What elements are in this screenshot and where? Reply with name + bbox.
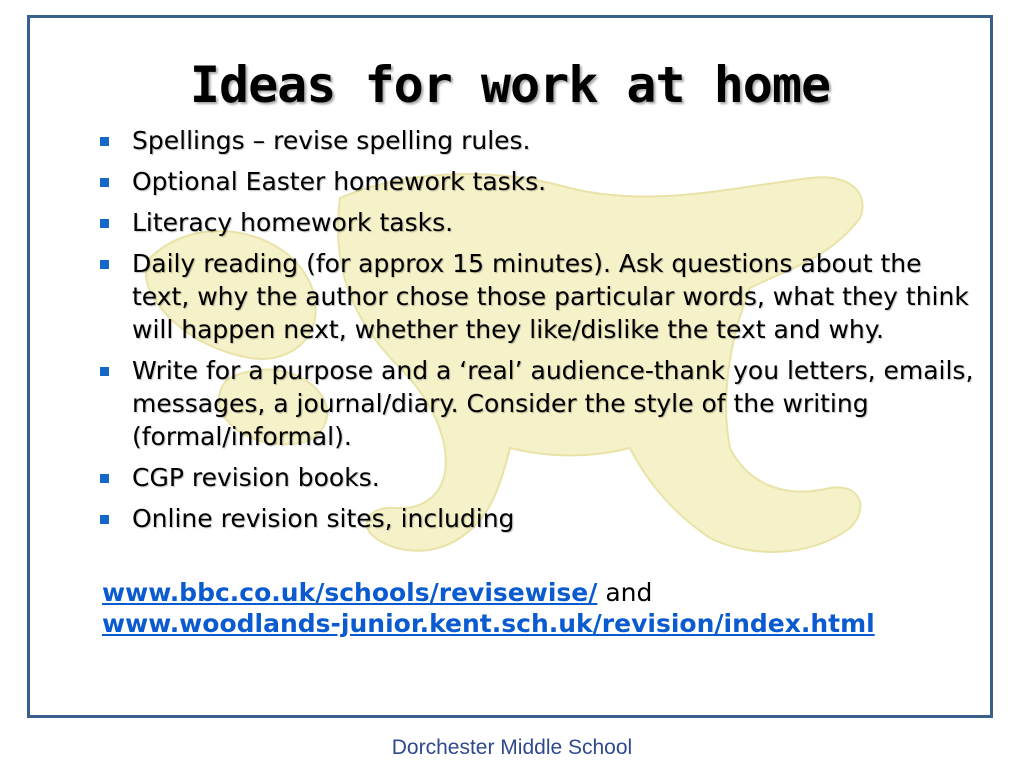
and-text: and: [605, 578, 653, 607]
list-item: [100, 461, 980, 494]
list-item: [100, 247, 980, 346]
list-item-text: Spellings – revise spelling rules.: [132, 126, 531, 155]
list-item-text: Online revision sites, including: [132, 504, 515, 533]
slide-frame: [27, 15, 993, 718]
bullet-icon: [100, 260, 109, 269]
bullet-icon: [100, 515, 109, 524]
list-item-text: Optional Easter homework tasks.: [132, 167, 547, 196]
list-item-text: Daily reading (for approx 15 minutes). Ask questions about the text, why the author chose those particular words, what they think will happen next, whether they like/dislike the text and why.: [132, 249, 969, 344]
ideas-list: [100, 124, 980, 543]
list-item-text: Literacy homework tasks.: [132, 208, 454, 237]
list-item-text: Write for a purpose and a ‘real’ audience-thank you letters, emails, messages, a journal/diary. Consider the style of the writing (formal/informal).: [132, 356, 974, 451]
list-item-text: CGP revision books.: [132, 463, 380, 492]
bullet-icon: [100, 178, 109, 187]
list-item: [100, 502, 980, 535]
list-item: [100, 165, 980, 198]
bullet-icon: [100, 474, 109, 483]
revision-links: [102, 577, 972, 639]
bbc-revisewise-link[interactable]: www.bbc.co.uk/schools/revisewise/: [102, 578, 598, 607]
list-item: [100, 354, 980, 453]
bullet-icon: [100, 137, 109, 146]
slide-title: Ideas for work at home: [189, 56, 831, 114]
bullet-icon: [100, 367, 109, 376]
woodlands-revision-link[interactable]: www.woodlands-junior.kent.sch.uk/revision/index.html: [102, 609, 875, 638]
footer-school-name: Dorchester Middle School: [391, 736, 633, 759]
list-item: [100, 206, 980, 239]
list-item: [100, 124, 980, 157]
bullet-icon: [100, 219, 109, 228]
